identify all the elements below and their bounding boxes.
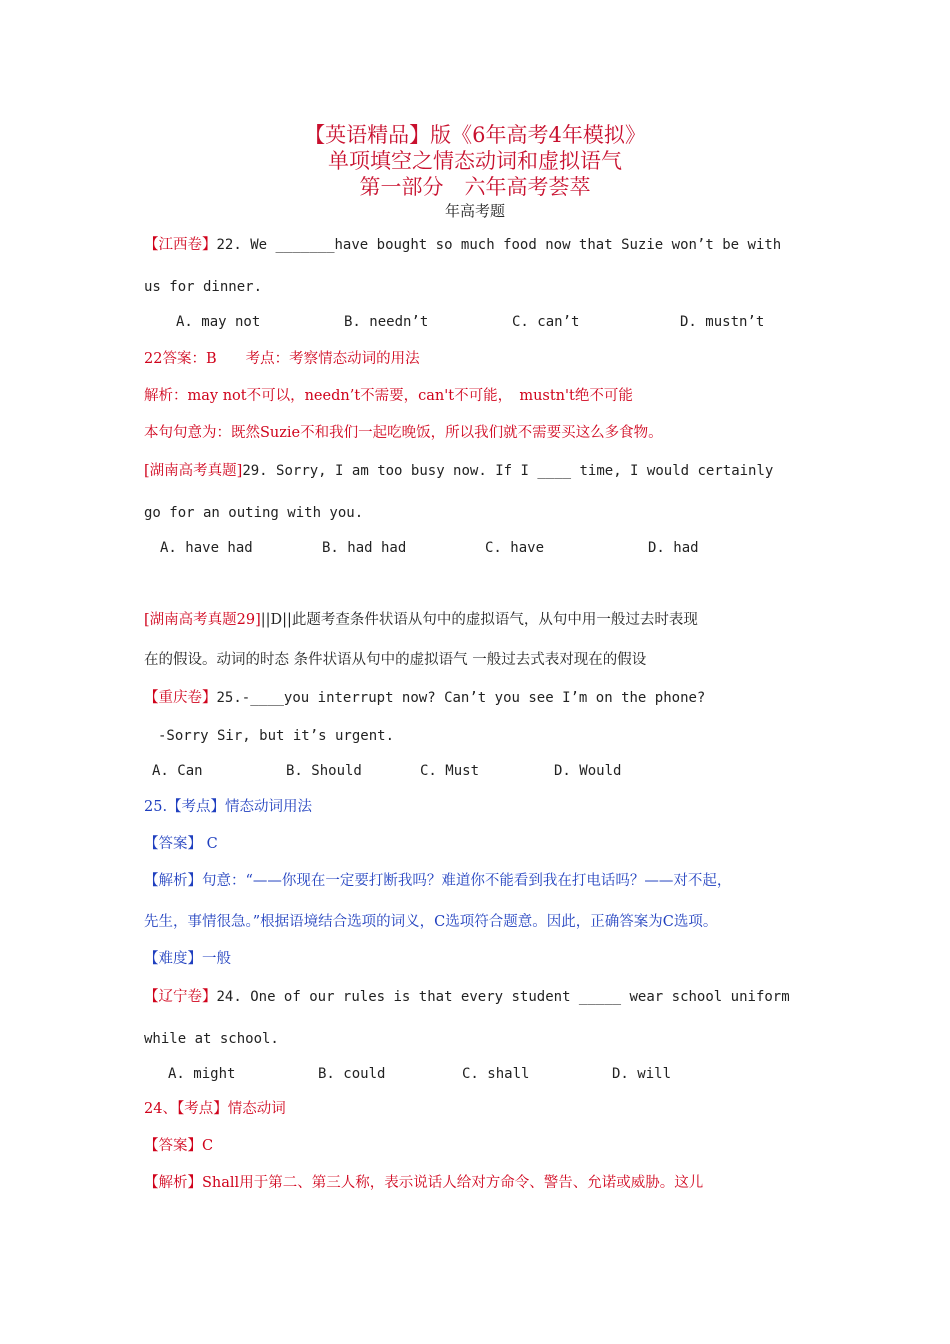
answer-24: 【答案】C	[144, 1138, 214, 1154]
source-tag: 【江西卷】	[144, 237, 217, 253]
question-22-stem	[144, 235, 816, 255]
question-25-stem	[144, 688, 816, 708]
doc-title-line2: 单项填空之情态动词和虚拟语气	[328, 149, 622, 173]
option-d: D. had	[648, 540, 699, 556]
analysis-22: 解析：may not不可以，needn’t不需要，can't不可能， mustn't绝不可能	[144, 388, 633, 404]
answer-text: ||D||此题考查条件状语从句中的虚拟语气，从句中用一般过去时表现	[260, 612, 698, 628]
option-c: C. shall	[462, 1066, 530, 1082]
analysis-text: Shall用于第二、第三人称，表示说话人给对方命令、警告、允诺或威胁。这儿	[202, 1175, 704, 1191]
stem-text: 25.-____you interrupt now? Can’t you see I’m on the phone?	[216, 690, 706, 706]
analysis-24	[144, 1173, 816, 1193]
question-25-reply: -Sorry Sir, but it’s urgent.	[158, 728, 395, 744]
option-b: B. Should	[286, 763, 362, 779]
question-29-stem	[144, 461, 816, 481]
answer-29	[144, 610, 816, 630]
option-c: C. Must	[420, 763, 480, 779]
option-d: D. mustn’t	[680, 314, 765, 330]
question-24-stem	[144, 987, 816, 1007]
question-29-stem-cont: go for an outing with you.	[144, 505, 364, 521]
option-d: D. Would	[554, 763, 622, 779]
point-25: 25.【考点】情态动词用法	[144, 799, 313, 815]
point-24: 24、【考点】情态动词	[144, 1101, 286, 1117]
stem-text: 29. Sorry, I am too busy now. If I ____ time, I would certainly	[242, 463, 774, 479]
question-22-stem-cont: us for dinner.	[144, 279, 263, 295]
option-d: D. will	[612, 1066, 672, 1082]
option-a: A. Can	[152, 763, 203, 779]
option-a: A. have had	[160, 540, 253, 556]
source-tag: 【重庆卷】	[144, 690, 217, 706]
option-b: B. had had	[322, 540, 407, 556]
answer-tag: [湖南高考真题29]	[144, 612, 261, 628]
meaning-22: 本句句意为：既然Suzie不和我们一起吃晚饭，所以我们就不需要买这么多食物。	[144, 425, 663, 441]
option-c: C. have	[485, 540, 545, 556]
answer-22: 22答案：B 考点：考察情态动词的用法	[144, 351, 420, 367]
doc-title-line3: 第一部分 六年高考荟萃	[359, 175, 591, 199]
stem-text: 22. We _______have bought so much food now that Suzie won’t be with	[216, 237, 782, 253]
doc-subtitle: 年高考题	[444, 202, 505, 220]
question-24-stem-cont: while at school.	[144, 1031, 279, 1047]
analysis-tag: 【解析】	[144, 1175, 202, 1191]
source-tag: 【辽宁卷】	[144, 989, 217, 1005]
analysis-25: 【解析】句意：“——你现在一定要打断我吗？难道你不能看到我在打电话吗？——对不起，	[144, 873, 732, 889]
option-c: C. can’t	[512, 314, 580, 330]
option-b: B. could	[318, 1066, 386, 1082]
analysis-25-cont: 先生，事情很急。”根据语境结合选项的词义，C选项符合题意。因此，正确答案为C选项。	[144, 914, 718, 930]
doc-title-line1: 【英语精品】版《6年高考4年模拟》	[304, 123, 646, 147]
difficulty-25: 【难度】一般	[144, 951, 231, 967]
source-tag: [湖南高考真题]	[144, 463, 243, 479]
option-a: A. might	[168, 1066, 236, 1082]
stem-text: 24. One of our rules is that every student _____ wear school uniform	[216, 989, 790, 1005]
option-a: A. may not	[176, 314, 261, 330]
answer-25: 【答案】 C	[144, 836, 218, 852]
option-b: B. needn’t	[344, 314, 429, 330]
answer-29-cont: 在的假设。动词的时态 条件状语从句中的虚拟语气 一般过去式表对现在的假设	[144, 652, 647, 668]
